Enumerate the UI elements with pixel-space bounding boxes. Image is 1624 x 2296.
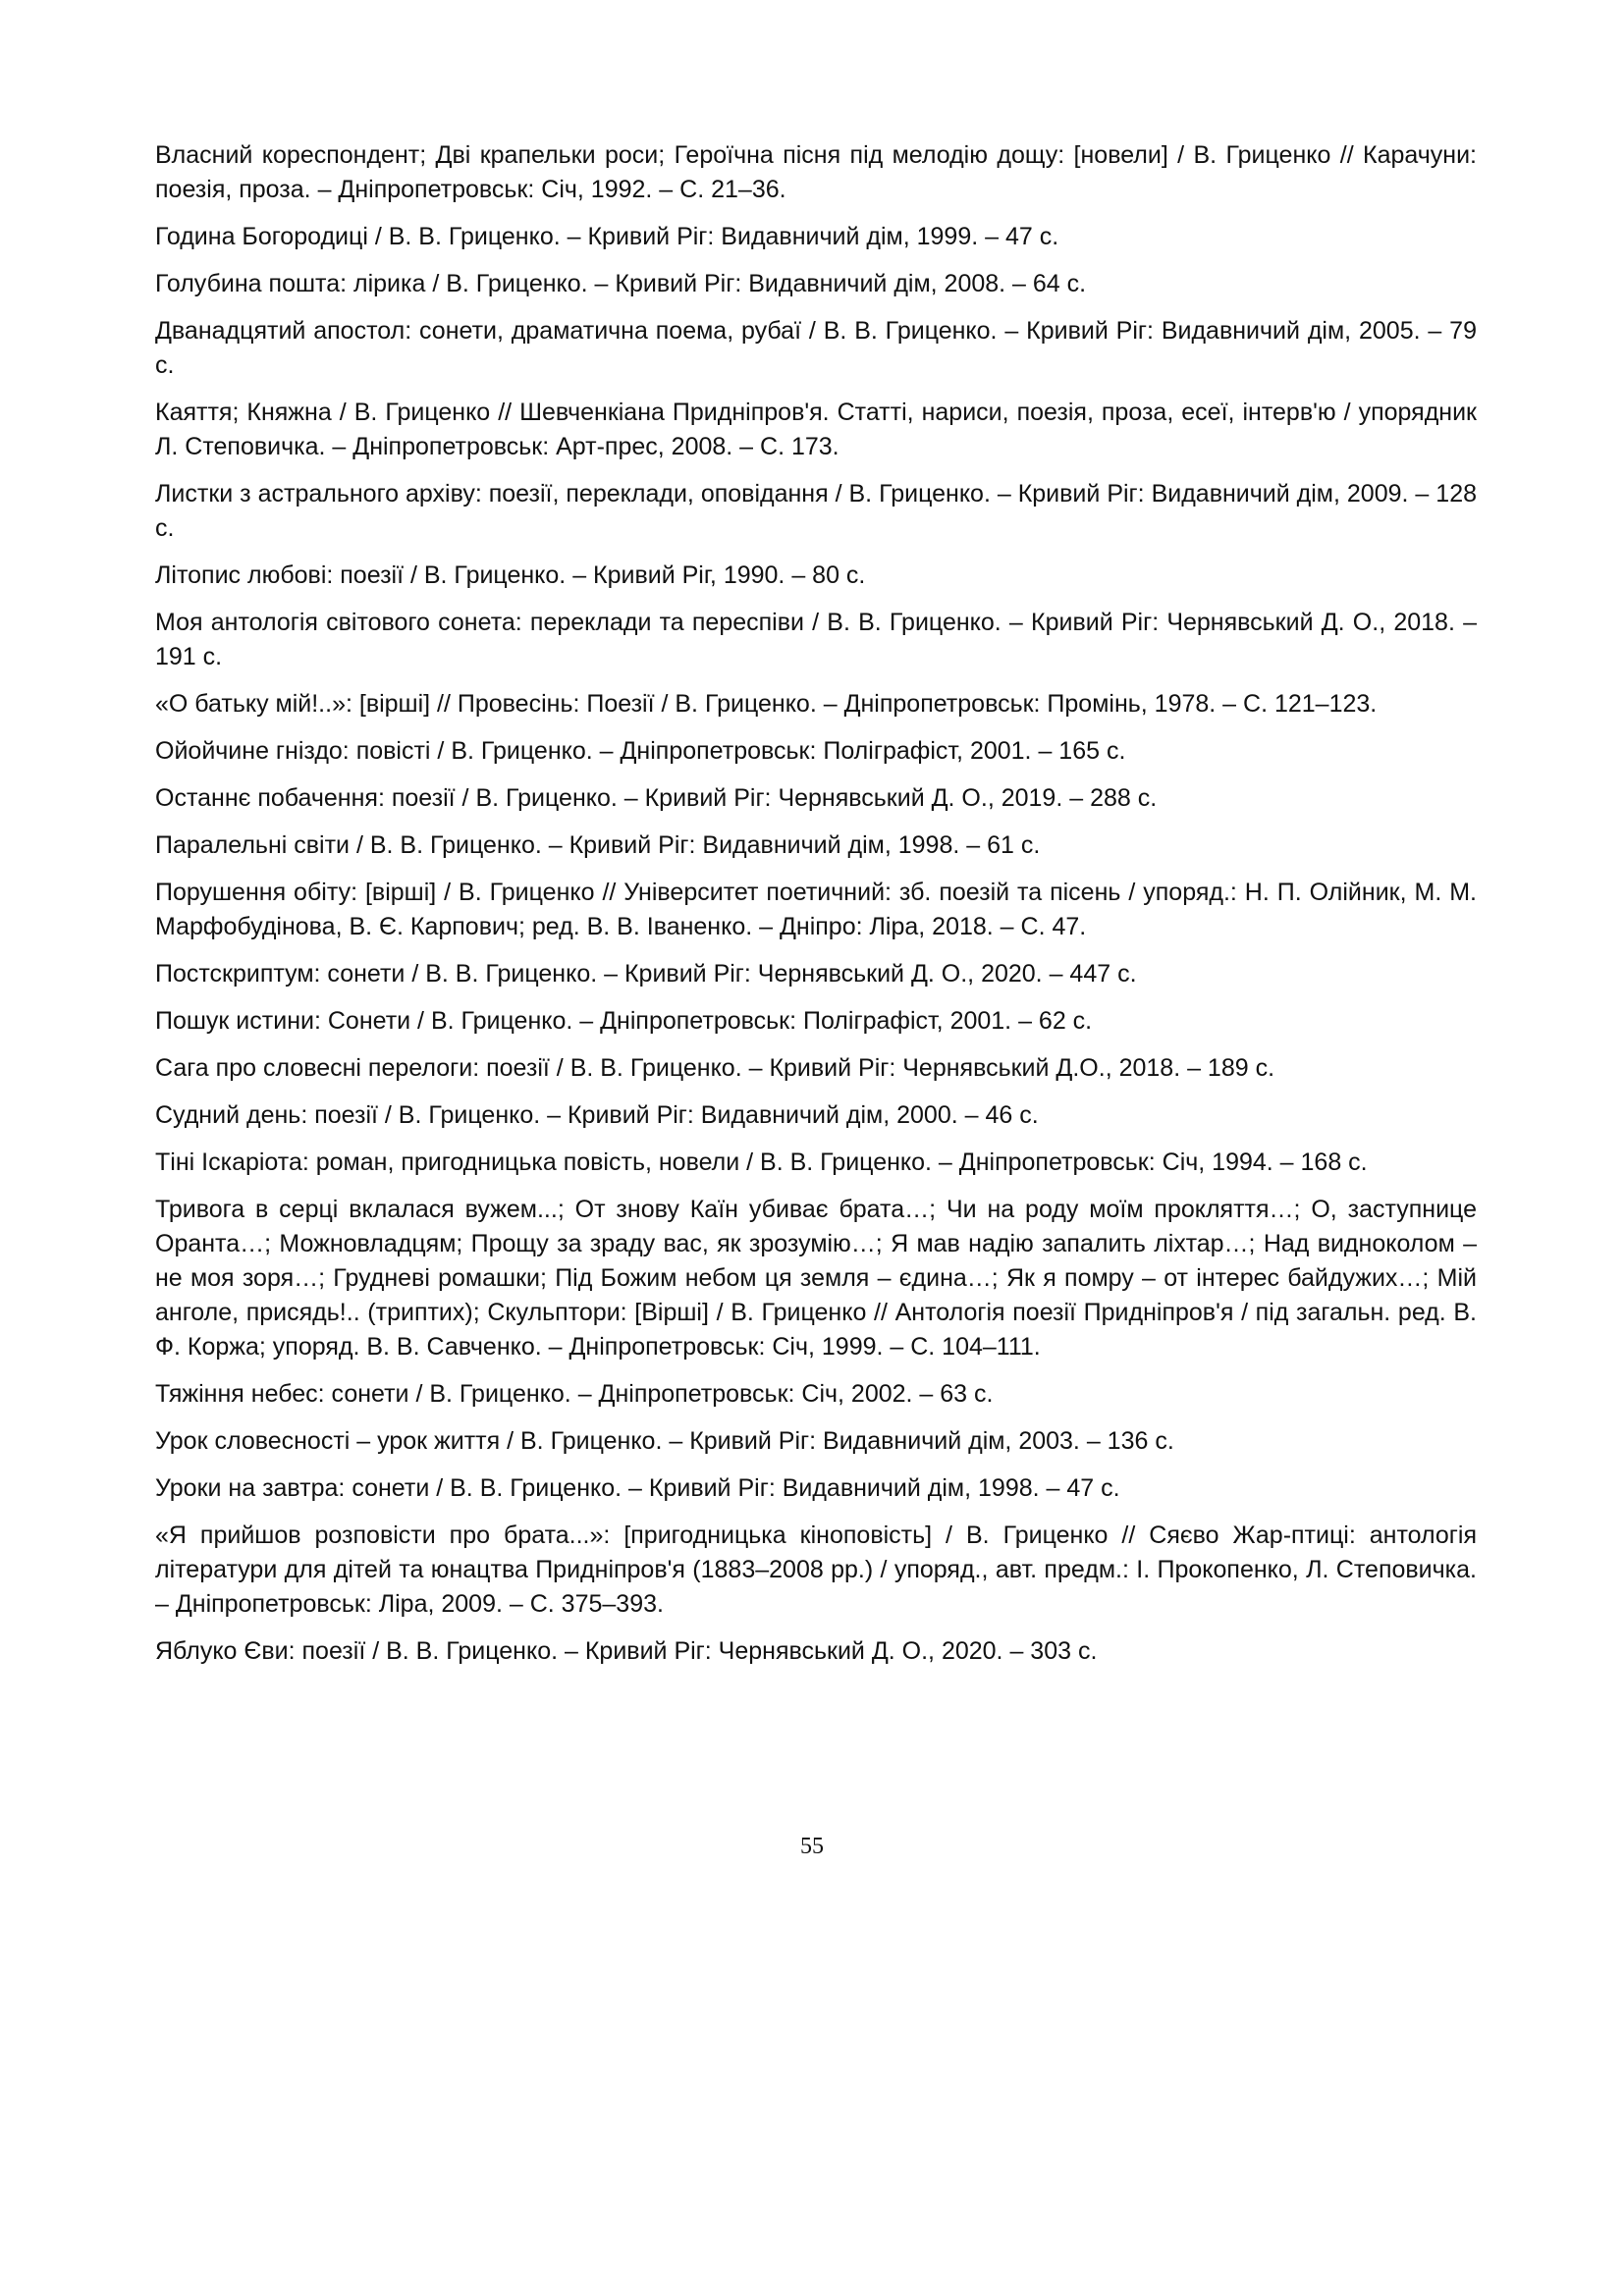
bibliography-entry: Яблуко Єви: поезії / В. В. Гриценко. – Кривий Ріг: Чернявський Д. О., 2020. – 303 с.: [155, 1637, 1098, 1665]
bibliography-entry: Урок словесності – урок життя / В. Гриценко. – Кривий Ріг: Видавничий дім, 2003. – 136 с.: [155, 1427, 1174, 1455]
bibliography-entry: «Я прийшов розповісти про брата...»: [пригодницька кіноповість] / В. Гриценко // Сяєво Жар-птиці: антологія літератури для дітей та юнацтва Придніпров'я (1883–2008 рр.) / упоряд., авт. предм.: І. Прокопенко, Л. Степовичка. – Дніпропетровськ: Ліра, 2009. – С. 375–393.: [155, 1522, 1477, 1618]
bibliography-entry: Власний кореспондент; Дві крапельки роси; Героїчна пісня під мелодію дощу: [новели] / В. Гриценко // Карачуни: поезія, проза. – Дніпропетровськ: Січ, 1992. – С. 21–36.: [155, 141, 1477, 203]
bibliography-entry: Тяжіння небес: сонети / В. Гриценко. – Дніпропетровськ: Січ, 2002. – 63 с.: [155, 1380, 994, 1408]
bibliography-entry: Судний день: поезії / В. Гриценко. – Кривий Ріг: Видавничий дім, 2000. – 46 с.: [155, 1101, 1039, 1129]
bibliography-entry: Останнє побачення: поезії / В. Гриценко. – Кривий Ріг: Чернявський Д. О., 2019. – 288 с.: [155, 784, 1158, 812]
bibliography-entry: «О батьку мій!..»: [вірші] // Провесінь: Поезії / В. Гриценко. – Дніпропетровськ: Промінь, 1978. – С. 121–123.: [155, 690, 1378, 718]
bibliography-entry: Літопис любові: поезії / В. Гриценко. – Кривий Ріг, 1990. – 80 с.: [155, 561, 866, 589]
bibliography-entry: Тіні Іскаріота: роман, пригодницька повість, новели / В. В. Гриценко. – Дніпропетровськ: Січ, 1994. – 168 с.: [155, 1148, 1368, 1176]
bibliography-entry: Сага про словесні перелоги: поезії / В. В. Гриценко. – Кривий Ріг: Чернявський Д.О., 2018. – 189 с.: [155, 1054, 1275, 1082]
bibliography-entry: Порушення обіту: [вірші] / В. Гриценко // Університет поетичний: зб. поезій та пісень / упоряд.: Н. П. Олійник, М. М. Марфобудінова, В. Є. Карпович; ред. В. В. Іваненко. – Дніпро: Ліра, 2018. – С. 47.: [155, 879, 1477, 940]
bibliography-entry: Постскриптум: сонети / В. В. Гриценко. – Кривий Ріг: Чернявський Д. О., 2020. – 447 с.: [155, 960, 1137, 988]
bibliography-entry: Уроки на завтра: сонети / В. В. Гриценко. – Кривий Ріг: Видавничий дім, 1998. – 47 с.: [155, 1474, 1120, 1502]
bibliography-entry: Пошук истини: Сонети / В. Гриценко. – Дніпропетровськ: Поліграфіст, 2001. – 62 с.: [155, 1007, 1093, 1035]
bibliography-entry: Паралельні світи / В. В. Гриценко. – Кривий Ріг: Видавничий дім, 1998. – 61 с.: [155, 831, 1041, 859]
page-number: 55: [800, 1834, 824, 1859]
bibliography-entry: Тривога в серці вклалася вужем...; От знову Каїн убиває брата…; Чи на роду моїм прокляття…; О, заступнице Оранта…; Можновладцям; Прощу за зраду вас, як зрозумію…; Я мав надію запалить ліхтар…; Над видноколом – не моя зоря…; Грудневі ромашки; Під Божим небом ця земля – єдина…; Як я помру – от інтерес байдужих…; Мій анголе, присядь!.. (триптих); Скульптори: [Вірші] / В. Гриценко // Антологія поезії Придніпров'я / під загальн. ред. В. Ф. Коржа; упоряд. В. В. Савченко. – Дніпропетровськ: Січ, 1999. – С. 104–111.: [155, 1196, 1477, 1361]
bibliography-entry: Голубина пошта: лірика / В. Гриценко. – Кривий Ріг: Видавничий дім, 2008. – 64 с.: [155, 270, 1087, 297]
bibliography-entry: Ойойчине гніздо: повісті / В. Гриценко. – Дніпропетровськ: Поліграфіст, 2001. – 165 с.: [155, 737, 1126, 765]
bibliography-entry: Листки з астрального архіву: поезії, переклади, оповідання / В. Гриценко. – Кривий Ріг: Видавничий дім, 2009. – 128 с.: [155, 480, 1477, 542]
bibliography-list: [155, 138, 1477, 1682]
bibliography-entry: Дванадцятий апостол: сонети, драматична поема, рубаї / В. В. Гриценко. – Кривий Ріг: Видавничий дім, 2005. – 79 с.: [155, 317, 1477, 379]
bibliography-entry: Каяття; Княжна / В. Гриценко // Шевченкіана Придніпров'я. Статті, нариси, поезія, проза, есеї, інтерв'ю / упорядник Л. Степовичка. – Дніпропетровськ: Арт-прес, 2008. – С. 173.: [155, 399, 1477, 460]
bibliography-entry: Моя антологія світового сонета: переклади та переспіви / В. В. Гриценко. – Кривий Ріг: Чернявський Д. О., 2018. – 191 с.: [155, 609, 1477, 670]
bibliography-entry: Година Богородиці / В. В. Гриценко. – Кривий Ріг: Видавничий дім, 1999. – 47 с.: [155, 223, 1059, 250]
